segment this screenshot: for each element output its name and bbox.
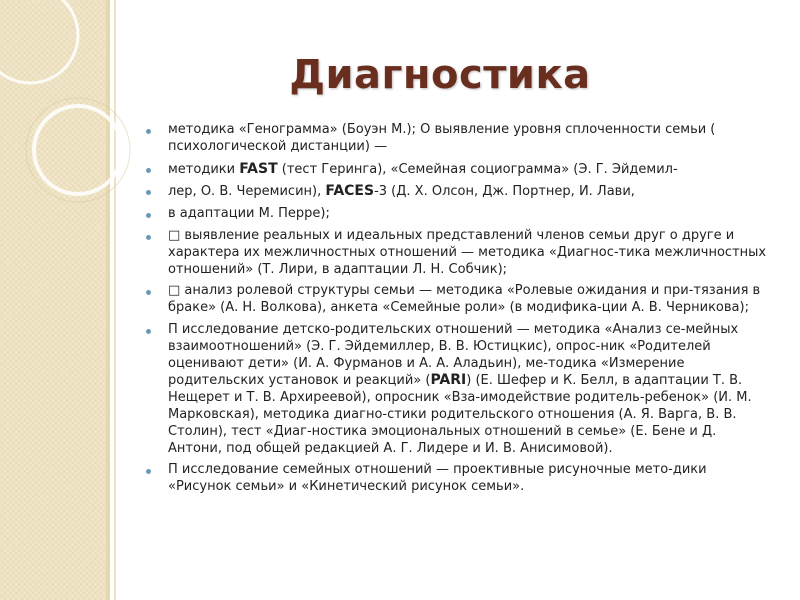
bullet-text: П исследование семейных отношений — проективные рисуночные мето-дики «Рисунок семьи» и «Кинетический рисунок семьи». bbox=[168, 462, 707, 495]
bullet-dot-icon bbox=[146, 469, 151, 474]
bullet-item bbox=[146, 206, 774, 223]
bullet-text: ) (Е. Шефер и К. Белл, в адаптации Т. В. Нещерет и Т. В. Архиреевой), опросник «Вза-имодействие родитель-ребенок» (И. М. Марковская), методика диагно-стики родительского отношения (А. Я. Варга, В. В. Столин), тест «Диаг-ностика эмоциональных отношений в семье» (Е. Бене и Д. Антони, под общей редакцией А. Г. Лидере и И. В. Анисимовой). bbox=[168, 373, 752, 456]
bullet-text: □ выявление реальных и идеальных представлений членов семьи друг о друге и характера их межличностных отношений — методика «Диагнос-тика межличностных отношений» (Т. Лири, в адаптации Л. Н. Собчик); bbox=[168, 227, 767, 277]
bullet-dot-icon bbox=[146, 168, 151, 173]
slide-title: Диагностика bbox=[289, 52, 591, 98]
bullet-dot-icon bbox=[146, 329, 151, 334]
decorative-ring-small bbox=[34, 106, 122, 194]
decorative-ring-outline bbox=[26, 98, 130, 202]
bullet-item bbox=[146, 183, 774, 201]
bullet-list bbox=[146, 122, 774, 501]
bullet-dot-icon bbox=[146, 235, 151, 240]
bullet-emphasis: PARI bbox=[430, 372, 467, 389]
bullet-item bbox=[146, 462, 774, 496]
bullet-text: лер, О. В. Черемисин), bbox=[168, 184, 326, 200]
bullet-dot-icon bbox=[146, 190, 151, 195]
bullet-text: в адаптации М. Перре); bbox=[168, 206, 330, 222]
bullet-text: П исследование детско-родительских отношений — методика «Анализ се-мейных взаимоотношений» (Э. Г. Эйдемиллер, В. В. Юстицкис), опрос-ник «Родителей оценивают дети» (И. А. Фурманов и А. А. Аладьин), ме-тодика «Измерение родительских установок и реакций» ( bbox=[168, 321, 739, 389]
decorative-rings bbox=[0, 0, 140, 220]
bullet-dot-icon bbox=[146, 213, 151, 218]
bullet-text: методика «Генограмма» (Боуэн М.); О выявление уровня сплоченности семьи ( психологической дистанции) — bbox=[168, 122, 716, 154]
bullet-item bbox=[146, 122, 774, 156]
bullet-text: □ анализ ролевой структуры семьи — методика «Ролевые ожидания и при-тязания в браке» (А. Н. Волкова), анкета «Семейные роли» (в модифика-ции А. В. Черникова); bbox=[168, 283, 761, 316]
bullet-emphasis: FAST bbox=[239, 160, 278, 177]
bullet-item bbox=[146, 283, 774, 317]
bullet-item bbox=[146, 228, 774, 278]
bullet-text: (тест Геринга), «Семейная социограмма» (Э. Г. Эйдемил- bbox=[277, 161, 678, 177]
bullet-dot-icon bbox=[146, 129, 151, 134]
bullet-item bbox=[146, 161, 774, 179]
bullet-item bbox=[146, 322, 774, 457]
bullet-dot-icon bbox=[146, 290, 151, 295]
bullet-text: методики bbox=[168, 161, 240, 177]
bullet-text: -3 (Д. X. Олсон, Дж. Портнер, И. Лави, bbox=[374, 184, 635, 200]
bullet-emphasis: FACES bbox=[325, 183, 375, 200]
